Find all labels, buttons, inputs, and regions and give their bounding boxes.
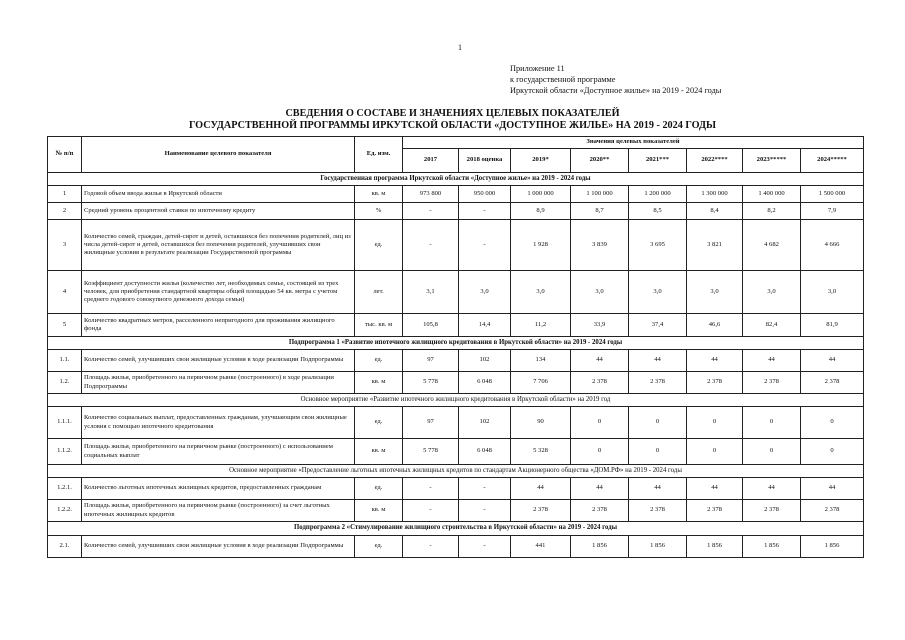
row-value: - — [403, 478, 459, 500]
row-value: 4 682 — [743, 220, 801, 271]
table-row — [48, 500, 864, 522]
row-value: 44 — [687, 350, 743, 372]
row-value: 5 778 — [403, 372, 459, 394]
row-value: 2 378 — [687, 500, 743, 522]
row-unit: кв. м — [355, 500, 403, 522]
row-value: 5 778 — [403, 439, 459, 465]
row-value: 1 500 000 — [801, 186, 864, 203]
row-value: 2 378 — [571, 372, 629, 394]
row-value: 2 378 — [801, 372, 864, 394]
row-value: 2 378 — [629, 500, 687, 522]
row-value: 2 378 — [571, 500, 629, 522]
row-value: 97 — [403, 407, 459, 439]
row-value: 6 048 — [459, 439, 511, 465]
appendix-line-3: Иркутской области «Доступное жилье» на 2019 - 2024 годы — [510, 86, 722, 95]
row-unit: ед. — [355, 220, 403, 271]
table-row — [48, 372, 864, 394]
row-value: 0 — [801, 407, 864, 439]
row-num: 1.2.1. — [48, 478, 82, 500]
row-value: 2 378 — [629, 372, 687, 394]
table-row — [48, 271, 864, 314]
row-value: 950 000 — [459, 186, 511, 203]
row-name: Площадь жилья, приобретенного на первичном рынке (построенного) с использованием социальных выплат — [82, 439, 355, 465]
row-value: 1 000 000 — [511, 186, 571, 203]
row-value: 44 — [571, 350, 629, 372]
row-name: Количество семей, улучшивших свои жилищные условия в ходе реализации Подпрограммы — [82, 536, 355, 558]
row-name: Площадь жилья, приобретенного на первичном рынке (построенного) в ходе реализации Подпрограммы — [82, 372, 355, 394]
header-year: 2018 оценка — [459, 149, 511, 173]
row-value: 3,0 — [687, 271, 743, 314]
row-value: 44 — [571, 478, 629, 500]
row-value: - — [459, 203, 511, 220]
document-title-line-1: СВЕДЕНИЯ О СОСТАВЕ И ЗНАЧЕНИЯХ ЦЕЛЕВЫХ ПОКАЗАТЕЛЕЙ — [285, 108, 620, 119]
row-name: Количество льготных ипотечных жилищных кредитов, предоставленных гражданам — [82, 478, 355, 500]
row-value: 11,2 — [511, 314, 571, 337]
row-value: - — [459, 220, 511, 271]
table-row — [48, 439, 864, 465]
row-value: 2 378 — [743, 372, 801, 394]
header-year: 2017 — [403, 149, 459, 173]
row-num: 1.1.2. — [48, 439, 82, 465]
header-year: 2021*** — [629, 149, 687, 173]
row-num: 1.1. — [48, 350, 82, 372]
row-value: 1 856 — [629, 536, 687, 558]
row-value: 44 — [743, 350, 801, 372]
row-num: 1.1.1. — [48, 407, 82, 439]
row-num: 2 — [48, 203, 82, 220]
appendix-line-1: Приложение 11 — [510, 64, 565, 73]
header-year: 2024***** — [801, 149, 864, 173]
row-value: 3 821 — [687, 220, 743, 271]
row-num: 1 — [48, 186, 82, 203]
header-year: 2019* — [511, 149, 571, 173]
row-unit: ед. — [355, 407, 403, 439]
row-value: 0 — [571, 407, 629, 439]
row-value: 0 — [801, 439, 864, 465]
row-value: 0 — [687, 439, 743, 465]
row-value: 973 800 — [403, 186, 459, 203]
row-value: 8,2 — [743, 203, 801, 220]
row-value: 3 695 — [629, 220, 687, 271]
row-name: Количество семей, улучшивших свои жилищные условия в ходе реализации Подпрограммы — [82, 350, 355, 372]
row-value: 0 — [629, 439, 687, 465]
row-value: 1 200 000 — [629, 186, 687, 203]
row-value: 0 — [571, 439, 629, 465]
row-value: 1 856 — [571, 536, 629, 558]
table-row — [48, 536, 864, 558]
row-name: Коэффициент доступности жилья (количество лет, необходимых семье, состоящей из трех человек, для приобретения стандартной квартиры общей площадью 54 кв. метра с учетом среднего годового совокупного денежного дохода семьи) — [82, 271, 355, 314]
header-unit: Ед. изм. — [355, 137, 403, 173]
row-value: - — [403, 536, 459, 558]
row-value: 3,0 — [571, 271, 629, 314]
row-unit: % — [355, 203, 403, 220]
row-value: 0 — [687, 407, 743, 439]
header-year: 2022**** — [687, 149, 743, 173]
row-value: - — [459, 500, 511, 522]
row-unit: кв. м — [355, 439, 403, 465]
section-program: Государственная программа Иркутской области «Доступное жилье» на 2019 - 2024 годы — [48, 173, 864, 186]
row-unit: кв. м — [355, 372, 403, 394]
section-subprogram-1: Подпрограмма 1 «Развитие ипотечного жилищного кредитования в Иркутской области» на 2019 - 2024 годы — [48, 337, 864, 350]
row-value: 8,7 — [571, 203, 629, 220]
row-value: 44 — [687, 478, 743, 500]
row-name: Годовой объем ввода жилья в Иркутской области — [82, 186, 355, 203]
row-value: 2 378 — [687, 372, 743, 394]
row-name: Площадь жилья, приобретенного на первичном рынке (построенного) за счет льготных ипотечных жилищных кредитов — [82, 500, 355, 522]
table-row — [48, 314, 864, 337]
row-value: - — [403, 500, 459, 522]
row-value: 81,9 — [801, 314, 864, 337]
row-value: 2 378 — [511, 500, 571, 522]
row-name: Средний уровень процентной ставки по ипотечному кредиту — [82, 203, 355, 220]
table-row — [48, 350, 864, 372]
row-value: 3 839 — [571, 220, 629, 271]
table-row — [48, 220, 864, 271]
row-value: 46,6 — [687, 314, 743, 337]
row-value: 0 — [743, 439, 801, 465]
row-value: 1 856 — [801, 536, 864, 558]
page-number: 1 — [458, 43, 462, 52]
row-value: 44 — [801, 350, 864, 372]
row-value: 97 — [403, 350, 459, 372]
row-value: 6 048 — [459, 372, 511, 394]
row-value: 37,4 — [629, 314, 687, 337]
row-value: 102 — [459, 350, 511, 372]
row-num: 3 — [48, 220, 82, 271]
document-title-line-2: ГОСУДАРСТВЕННОЙ ПРОГРАММЫ ИРКУТСКОЙ ОБЛАСТИ «ДОСТУПНОЕ ЖИЛЬЕ» НА 2019 - 2024 ГОДЫ — [188, 120, 717, 131]
row-value: 3,0 — [511, 271, 571, 314]
row-value: - — [403, 203, 459, 220]
row-value: 1 856 — [743, 536, 801, 558]
header-name: Наименование целевого показателя — [82, 137, 355, 173]
row-num: 5 — [48, 314, 82, 337]
row-value: 8,4 — [687, 203, 743, 220]
row-value: - — [459, 478, 511, 500]
row-value: 1 300 000 — [687, 186, 743, 203]
section-event-1: Основное мероприятие «Развитие ипотечного жилищного кредитования в Иркутской области» на 2019 год — [48, 394, 864, 407]
row-value: 90 — [511, 407, 571, 439]
appendix-line-2: к государственной программе — [510, 75, 616, 84]
row-value: 7,9 — [801, 203, 864, 220]
row-value: 102 — [459, 407, 511, 439]
table-row — [48, 407, 864, 439]
row-value: 0 — [629, 407, 687, 439]
row-value: 5 328 — [511, 439, 571, 465]
row-value: 44 — [743, 478, 801, 500]
row-unit: лет. — [355, 271, 403, 314]
section-subprogram-2: Подпрограмма 2 «Стимулирование жилищного строительства в Иркутской области» на 2019 - 2024 годы — [48, 522, 864, 536]
row-unit: кв. м — [355, 186, 403, 203]
row-value: 2 378 — [801, 500, 864, 522]
row-value: 1 100 000 — [571, 186, 629, 203]
row-value: 4 666 — [801, 220, 864, 271]
table-row — [48, 478, 864, 500]
row-num: 1.2.2. — [48, 500, 82, 522]
row-unit: ед. — [355, 478, 403, 500]
row-value: 1 928 — [511, 220, 571, 271]
header-year: 2020** — [571, 149, 629, 173]
row-value: 1 400 000 — [743, 186, 801, 203]
header-num: № п/п — [48, 137, 82, 173]
row-name: Количество социальных выплат, предоставленных гражданам, улучшающим свои жилищные условия с помощью ипотечного кредитования — [82, 407, 355, 439]
row-value: 8,9 — [511, 203, 571, 220]
row-value: - — [459, 536, 511, 558]
row-value: 3,0 — [801, 271, 864, 314]
table-row — [48, 186, 864, 203]
row-value: 3,0 — [743, 271, 801, 314]
header-year: 2023***** — [743, 149, 801, 173]
row-num: 1.2. — [48, 372, 82, 394]
appendix-note — [510, 63, 721, 96]
row-unit: ед. — [355, 536, 403, 558]
row-value: 8,5 — [629, 203, 687, 220]
row-value: 3,1 — [403, 271, 459, 314]
row-num: 2.1. — [48, 536, 82, 558]
section-event-2: Основное мероприятие «Предоставление льготных ипотечных жилищных кредитов по стандартам Акционерного общества «ДОМ.РФ» на 2019 - 2024 годы — [48, 465, 864, 478]
row-value: 14,4 — [459, 314, 511, 337]
row-value: 105,8 — [403, 314, 459, 337]
row-unit: тыс. кв. м — [355, 314, 403, 337]
row-value: 3,0 — [459, 271, 511, 314]
row-value: 2 378 — [743, 500, 801, 522]
row-unit: ед. — [355, 350, 403, 372]
row-value: 44 — [801, 478, 864, 500]
header-values-group: Значения целевых показателей — [403, 137, 864, 149]
row-value: 441 — [511, 536, 571, 558]
row-value: 134 — [511, 350, 571, 372]
row-value: - — [403, 220, 459, 271]
row-value: 0 — [743, 407, 801, 439]
row-value: 7 706 — [511, 372, 571, 394]
row-value: 1 856 — [687, 536, 743, 558]
row-value: 82,4 — [743, 314, 801, 337]
indicators-table — [47, 136, 864, 558]
row-value: 44 — [629, 350, 687, 372]
row-value: 33,9 — [571, 314, 629, 337]
row-name: Количество семей, граждан, детей-сирот и детей, оставшихся без попечения родителей, лиц из числа детей-сирот и детей, оставшихся без попечения родителей, улучшивших свои жилищные условия в результате реализации Государственной программы — [82, 220, 355, 271]
row-value: 44 — [511, 478, 571, 500]
row-name: Количество квадратных метров, расселенного непригодного для проживания жилищного фонда — [82, 314, 355, 337]
row-value: 3,0 — [629, 271, 687, 314]
row-value: 44 — [629, 478, 687, 500]
table-row — [48, 203, 864, 220]
row-num: 4 — [48, 271, 82, 314]
